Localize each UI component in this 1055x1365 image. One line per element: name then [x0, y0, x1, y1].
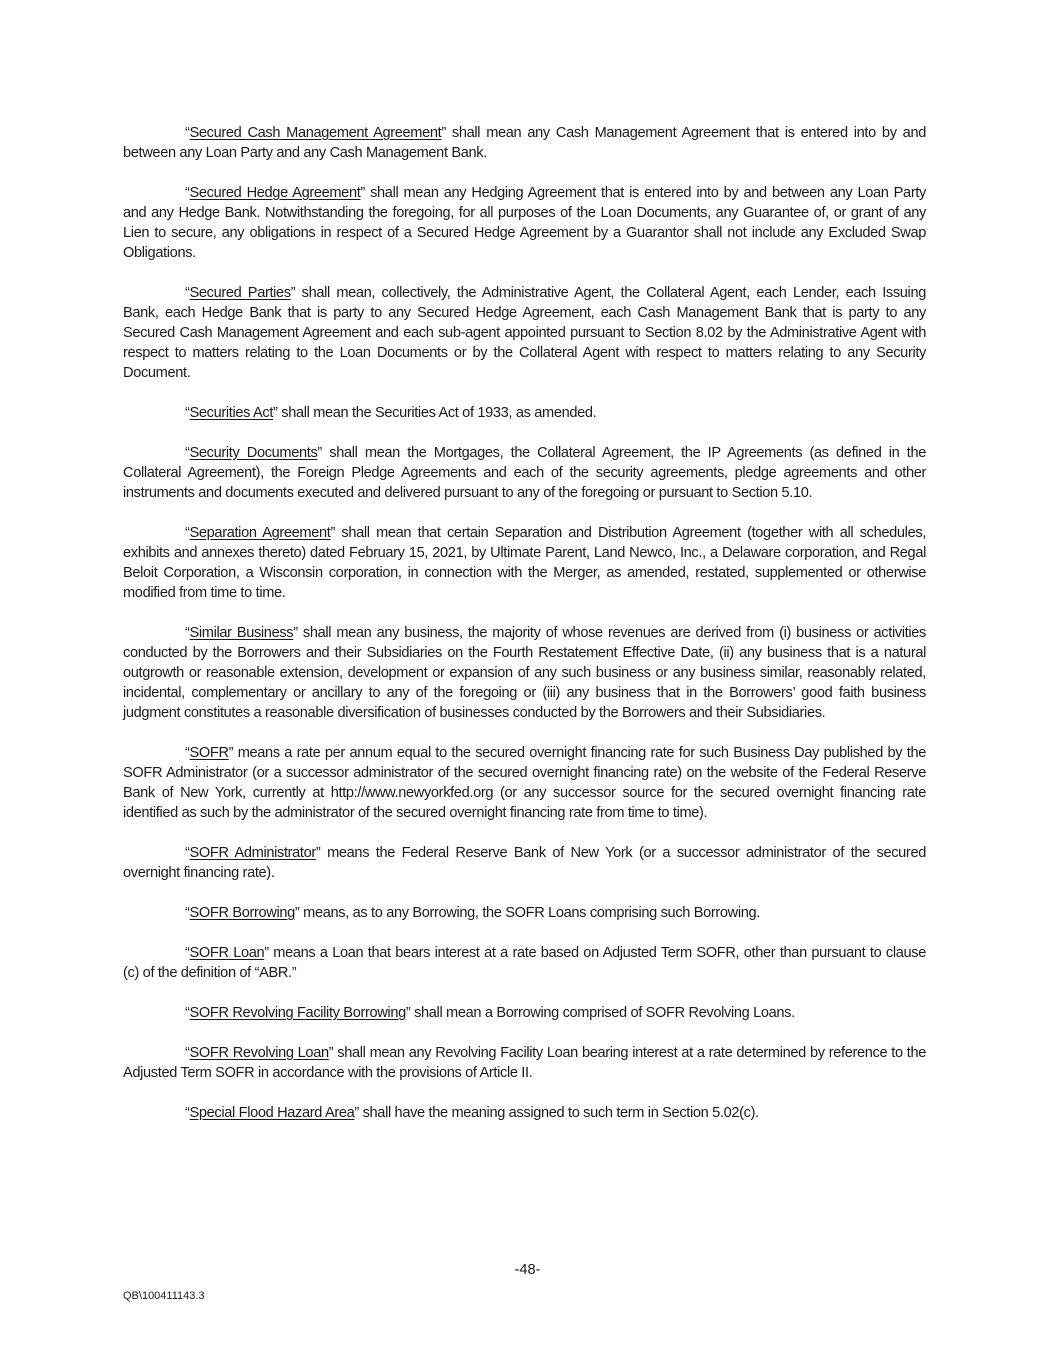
definition-paragraph: [123, 943, 926, 983]
open-quote: “: [185, 185, 190, 201]
definition-paragraph: [123, 1043, 926, 1083]
defined-term: Special Flood Hazard Area: [189, 1105, 355, 1121]
definition-paragraph: [123, 843, 926, 883]
open-quote: “: [185, 945, 190, 961]
definition-text: ” means the Federal Reserve Bank of New York (or a successor administrator of the secured overnight financing rate).: [123, 845, 926, 881]
defined-term: Secured Cash Management Agreement: [189, 125, 442, 141]
definition-paragraph: [123, 743, 926, 823]
open-quote: “: [185, 1005, 190, 1021]
definition-text: ” shall mean, collectively, the Administrative Agent, the Collateral Agent, each Lender, each Issuing Bank, each Hedge Bank that is party to any Secured Hedge Agreement, each Cash Management Bank that is party to any Secured Cash Management Agreement and each sub-agent appointed pursuant to Section 8.02 by the Administrative Agent with respect to matters relating to the Loan Documents or by the Collateral Agent with respect to matters relating to any Security Document.: [123, 285, 926, 381]
definition-paragraph: [123, 523, 926, 603]
definition-paragraph: [123, 1103, 926, 1123]
open-quote: “: [185, 1105, 190, 1121]
definition-text: ” means, as to any Borrowing, the SOFR Loans comprising such Borrowing.: [294, 905, 760, 921]
definition-paragraph: [123, 903, 926, 923]
definition-paragraph: [123, 623, 926, 723]
definition-paragraph: [123, 403, 926, 423]
definition-paragraph: [123, 183, 926, 263]
definition-text: ” shall mean a Borrowing comprised of SOFR Revolving Loans.: [405, 1005, 795, 1021]
definition-text: ” shall mean the Securities Act of 1933, as amended.: [273, 405, 597, 421]
document-id: QB\100411143.3: [123, 1290, 205, 1302]
open-quote: “: [185, 525, 190, 541]
defined-term: Security Documents: [189, 445, 318, 461]
definition-text: ” shall mean any Hedging Agreement that is entered into by and between any Loan Party and any Hedge Bank. Notwithstanding the foregoing, for all purposes of the Loan Documents, any Guarantee of, or grant of any Lien to secure, any obligations in respect of a Secured Hedge Agreement by a Guarantor shall not include any Excluded Swap Obligations.: [123, 185, 926, 261]
defined-term: SOFR Borrowing: [189, 905, 295, 921]
open-quote: “: [185, 845, 190, 861]
definition-text: ” shall mean any Revolving Facility Loan bearing interest at a rate determined by reference to the Adjusted Term SOFR in accordance with the provisions of Article II.: [123, 1045, 927, 1081]
open-quote: “: [185, 445, 190, 461]
definition-text: ” shall mean any Cash Management Agreement that is entered into by and between any Loan Party and any Cash Management Bank.: [123, 125, 926, 161]
open-quote: “: [185, 905, 190, 921]
definition-text: ” means a Loan that bears interest at a rate based on Adjusted Term SOFR, other than pursuant to clause (c) of the definition of “ABR.”: [123, 945, 926, 981]
definition-text: ” shall mean any business, the majority of whose revenues are derived from (i) business or activities conducted by the Borrowers and their Subsidiaries on the Fourth Restatement Effective Date, (ii) any business that is a natural outgrowth or reasonable extension, development or expansion of any such business or any business similar, reasonably related, incidental, complementary or ancillary to any of the foregoing or (iii) any business that in the Borrowers’ good faith business judgment constitutes a reasonable diversification of businesses conducted by the Borrowers and their Subsidiaries.: [123, 625, 926, 721]
defined-term: Secured Parties: [189, 285, 291, 301]
page-number: -48-: [514, 1262, 541, 1278]
open-quote: “: [185, 1045, 190, 1061]
definition-paragraph: [123, 1003, 926, 1023]
open-quote: “: [185, 285, 190, 301]
definition-text: ” means a rate per annum equal to the secured overnight financing rate for such Business Day published by the SOFR Administrator (or a successor administrator of the secured overnight financing rate) on the website of the Federal Reserve Bank of New York, currently at http://www.newyorkfed.org (or any successor source for the secured overnight financing rate identified as such by the administrator of the secured overnight financing rate from time to time).: [123, 745, 926, 821]
definition-text: ” shall have the meaning assigned to such term in Section 5.02(c).: [354, 1105, 759, 1121]
defined-term: Similar Business: [189, 625, 294, 641]
open-quote: “: [185, 405, 190, 421]
defined-term: Secured Hedge Agreement: [189, 185, 361, 201]
defined-term: Securities Act: [189, 405, 274, 421]
defined-term: Separation Agreement: [189, 525, 331, 541]
defined-term: SOFR Administrator: [189, 845, 316, 861]
definition-paragraph: [123, 283, 926, 383]
defined-term: SOFR Loan: [189, 945, 265, 961]
open-quote: “: [185, 125, 190, 141]
defined-term: SOFR Revolving Loan: [189, 1045, 329, 1061]
defined-term: SOFR: [189, 745, 229, 761]
definition-text: ” shall mean the Mortgages, the Collateral Agreement, the IP Agreements (as defined in the Collateral Agreement), the Foreign Pledge Agreements and each of the security agreements, pledge agreements and other instruments and documents executed and delivered pursuant to any of the foregoing or pursuant to Section 5.10.: [123, 445, 926, 501]
definition-paragraph: [123, 443, 926, 503]
open-quote: “: [185, 745, 190, 761]
definition-paragraph: [123, 123, 926, 163]
defined-term: SOFR Revolving Facility Borrowing: [189, 1005, 406, 1021]
definitions-list: [123, 123, 926, 1143]
definition-text: ” shall mean that certain Separation and Distribution Agreement (together with all schedules, exhibits and annexes thereto) dated February 15, 2021, by Ultimate Parent, Land Newco, Inc., a Delaware corporation, and Regal Beloit Corporation, a Wisconsin corporation, in connection with the Merger, as amended, restated, supplemented or otherwise modified from time to time.: [123, 525, 926, 601]
open-quote: “: [185, 625, 190, 641]
